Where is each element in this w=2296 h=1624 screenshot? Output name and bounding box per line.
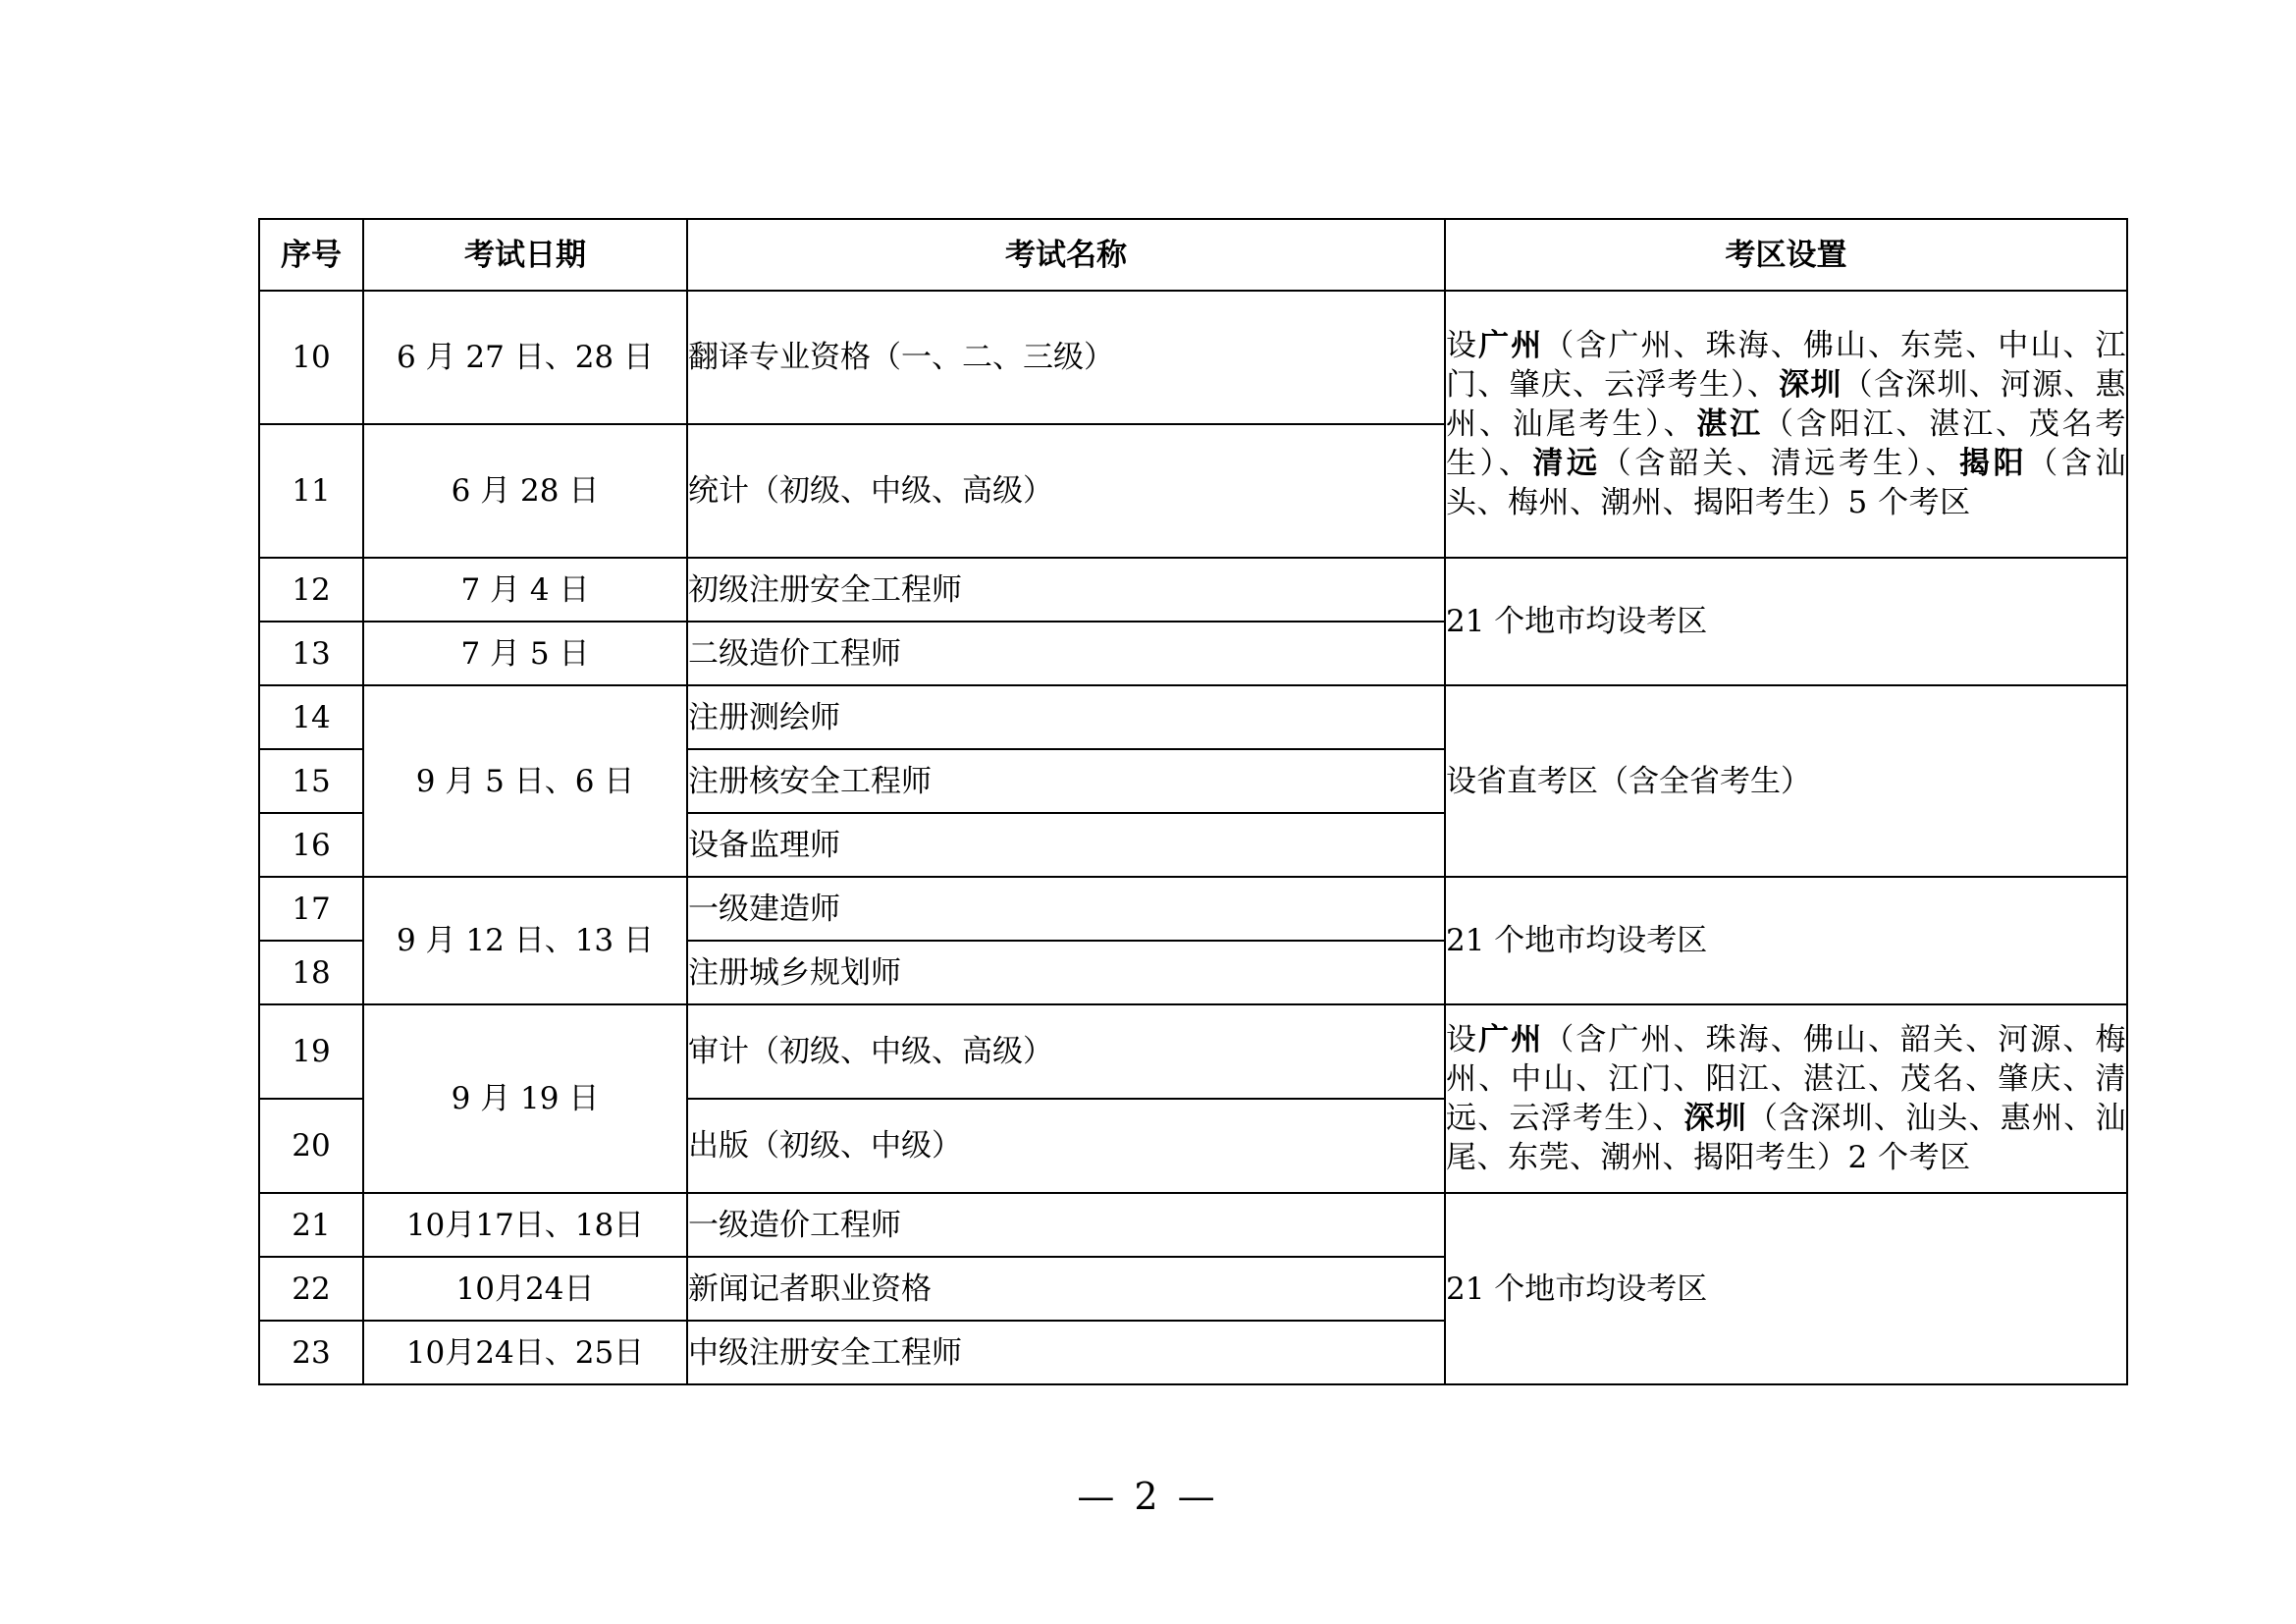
header-date: 考试日期 (363, 219, 687, 291)
table-row (259, 558, 2127, 622)
row-no: 15 (259, 749, 363, 813)
area-text: 设 (1446, 1022, 1479, 1057)
area-city-bold: 湛江 (1696, 406, 1764, 442)
row-exam-area (1445, 1004, 2127, 1193)
row-date: 9 月 12 日、13 日 (363, 877, 687, 1004)
row-date: 10月24日 (363, 1257, 687, 1321)
area-city-bold: 广州 (1478, 328, 1544, 363)
row-exam-name: 注册核安全工程师 (687, 749, 1445, 813)
page-number: — 2 — (1077, 1475, 1219, 1518)
row-no: 20 (259, 1099, 363, 1193)
row-no: 14 (259, 685, 363, 749)
row-date: 7 月 5 日 (363, 622, 687, 685)
area-city-bold: 揭阳 (1959, 446, 2028, 481)
row-exam-area: 设省直考区（含全省考生） (1445, 685, 2127, 877)
row-date: 6 月 28 日 (363, 424, 687, 558)
row-no: 11 (259, 424, 363, 558)
row-exam-area (1445, 291, 2127, 558)
row-exam-name: 新闻记者职业资格 (687, 1257, 1445, 1321)
area-text: （含汕头、梅州、潮州、揭阳考生）5 个考区 (1446, 446, 2126, 520)
row-exam-name: 审计（初级、中级、高级） (687, 1004, 1445, 1099)
row-exam-area: 21 个地市均设考区 (1445, 1193, 2127, 1384)
row-no: 10 (259, 291, 363, 424)
row-exam-name: 一级建造师 (687, 877, 1445, 941)
table-row (259, 685, 2127, 749)
header-area: 考区设置 (1445, 219, 2127, 291)
area-city-bold: 广州 (1478, 1022, 1544, 1057)
row-exam-name: 注册城乡规划师 (687, 941, 1445, 1004)
row-exam-name: 统计（初级、中级、高级） (687, 424, 1445, 558)
table-row (259, 291, 2127, 424)
row-date: 9 月 19 日 (363, 1004, 687, 1193)
row-no: 18 (259, 941, 363, 1004)
row-exam-name: 出版（初级、中级） (687, 1099, 1445, 1193)
header-no: 序号 (259, 219, 363, 291)
row-no: 13 (259, 622, 363, 685)
row-exam-name: 初级注册安全工程师 (687, 558, 1445, 622)
row-exam-area: 21 个地市均设考区 (1445, 558, 2127, 685)
row-date: 9 月 5 日、6 日 (363, 685, 687, 877)
area-text: （含广州、珠海、佛山、韶关、河源、梅州、中山、江门、阳江、湛江、茂名、肇庆、清远、云浮考生）、 (1446, 1022, 2127, 1136)
row-exam-name: 注册测绘师 (687, 685, 1445, 749)
exam-schedule-table (258, 218, 2128, 1385)
row-no: 17 (259, 877, 363, 941)
row-no: 19 (259, 1004, 363, 1099)
table-row (259, 877, 2127, 941)
row-exam-area: 21 个地市均设考区 (1445, 877, 2127, 1004)
row-no: 22 (259, 1257, 363, 1321)
row-no: 16 (259, 813, 363, 877)
area-text: （含阳江、湛江、茂名考生）、 (1446, 406, 2127, 481)
area-text: （含深圳、汕头、惠州、汕尾、东莞、潮州、揭阳考生）2 个考区 (1446, 1101, 2127, 1175)
area-city-bold: 深圳 (1683, 1101, 1747, 1136)
row-date: 6 月 27 日、28 日 (363, 291, 687, 424)
row-date: 10月24日、25日 (363, 1321, 687, 1384)
area-text: （含广州、珠海、佛山、东莞、中山、江门、肇庆、云浮考生）、 (1446, 328, 2127, 403)
row-exam-name: 一级造价工程师 (687, 1193, 1445, 1257)
row-date: 10月17日、18日 (363, 1193, 687, 1257)
table-row (259, 1004, 2127, 1099)
header-row (259, 219, 2127, 291)
area-text: 设 (1446, 328, 1479, 363)
row-no: 21 (259, 1193, 363, 1257)
row-exam-name: 中级注册安全工程师 (687, 1321, 1445, 1384)
row-no: 12 (259, 558, 363, 622)
row-exam-name: 翻译专业资格（一、二、三级） (687, 291, 1445, 424)
row-exam-name: 二级造价工程师 (687, 622, 1445, 685)
area-city-bold: 深圳 (1779, 367, 1842, 403)
header-name: 考试名称 (687, 219, 1445, 291)
row-date: 7 月 4 日 (363, 558, 687, 622)
area-text: （含韶关、清远考生）、 (1600, 446, 1959, 481)
row-exam-name: 设备监理师 (687, 813, 1445, 877)
table-row (259, 1193, 2127, 1257)
area-city-bold: 清远 (1532, 446, 1601, 481)
area-text: （含深圳、河源、惠州、汕尾考生）、 (1446, 367, 2127, 442)
row-no: 23 (259, 1321, 363, 1384)
